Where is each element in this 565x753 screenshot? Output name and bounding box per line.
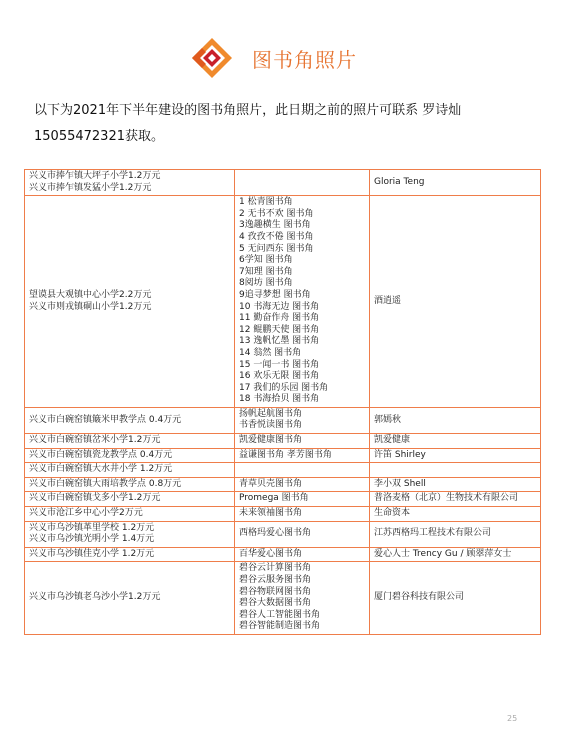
school-cell [25,492,235,507]
table-row [25,196,541,408]
book-corner-name: 碧谷大数据图书角 [239,598,312,609]
table-row [25,521,541,547]
donor-cell [370,507,541,522]
book-corner-name: 3逸趣横生 图书角 [239,220,311,231]
book-corner-name: 2 无书不欢 图书角 [239,208,314,219]
table-row [25,434,541,449]
book-corner-name: 6学知 图书角 [239,255,293,266]
school-name: 兴义市则戎镇硐山小学1.2万元 [29,301,152,312]
school-cell [25,547,235,562]
diamond-logo-icon [190,36,234,80]
donor-name: Gloria Teng [374,176,425,187]
page-number: 25 [507,714,518,723]
book-corner-name: 13 逸帆忆墨 图书角 [239,336,320,347]
table-body [25,170,541,635]
book-corner-name: 14 翁然 图书角 [239,347,302,358]
book-corner-name: 18 书海拾贝 图书角 [239,394,320,405]
book-corner-cell [235,407,370,433]
donor-name: 爱心人士 Trency Gu / 顾翠萍女士 [374,548,512,559]
school-cell [25,407,235,433]
book-corner-name: 12 鲲鹏天使 图书角 [239,324,320,335]
intro-paragraph: 以下为2021年下半年建设的图书角照片，此日期之前的照片可联系 罗诗灿 15055472321获取。 [34,103,462,144]
book-corner-cell [235,170,370,196]
book-corner-cell [235,434,370,449]
book-corner-cell [235,477,370,492]
school-name: 兴义市白碗窑镇瓷龙教学点 0.4万元 [29,449,173,460]
book-corner-name: 7知理 图书角 [239,266,293,277]
school-cell [25,434,235,449]
school-name: 兴义市白碗窑镇岔米小学1.2万元 [29,435,161,446]
book-corner-name: 8阅坊 图书角 [239,278,293,289]
donor-name: 生命资本 [374,508,411,519]
book-corner-name: 碧谷人工智能图书角 [239,609,321,620]
school-cell [25,562,235,635]
school-name: 望谟县大观镇中心小学2.2万元 [29,289,152,300]
book-corner-name: 4 孜孜不倦 图书角 [239,231,314,242]
donor-cell [370,463,541,478]
school-name: 兴义市乌沙镇革里学校 1.2万元 [29,522,155,533]
book-corner-name: 碧谷智能制造图书角 [239,621,321,632]
book-corner-cell [235,448,370,463]
table-row [25,463,541,478]
table-row [25,492,541,507]
donor-cell [370,492,541,507]
school-name: 兴义市白碗窑镇戈多小学1.2万元 [29,493,161,504]
donor-cell [370,434,541,449]
book-corner-cell [235,196,370,408]
book-corner-cell [235,492,370,507]
table-row [25,507,541,522]
school-name: 兴义市捧乍镇发猛小学1.2万元 [29,182,152,193]
donor-name: 普洛麦格（北京）生物技术有限公司 [374,493,519,504]
book-corner-name: 17 我们的乐园 图书角 [239,382,329,393]
school-cell [25,463,235,478]
donor-cell [370,407,541,433]
book-corner-name: Promega 图书角 [239,493,309,504]
book-corner-name: 扬帆起航图书角 [239,408,303,419]
school-name: 兴义市白碗窑镇大水井小学 1.2万元 [29,464,173,475]
donor-cell [370,562,541,635]
school-name: 兴义市捧乍镇大坪子小学1.2万元 [29,171,161,181]
donor-cell [370,448,541,463]
school-name: 兴义市白碗窑镇大雨培教学点 0.8万元 [29,478,182,489]
table-row [25,448,541,463]
book-corner-name: 16 欢乐无限 图书角 [239,371,320,382]
school-cell [25,521,235,547]
table-row [25,407,541,433]
book-corner-cell [235,463,370,478]
book-corner-name: 碧谷云服务图书角 [239,575,312,585]
school-cell [25,196,235,408]
book-corner-name: 碧谷物联网图书角 [239,586,312,597]
book-corner-name: 未来领袖图书角 [239,508,303,519]
book-corner-cell [235,507,370,522]
school-cell [25,448,235,463]
donor-cell [370,196,541,408]
school-name: 兴义市沧江乡中心小学2万元 [29,508,143,519]
book-corner-name: 百华爱心图书角 [239,548,303,559]
book-corner-name: 15 一闻一书 图书角 [239,359,320,370]
donor-name: 江苏西格玛工程技术有限公司 [374,528,492,539]
book-corner-name: 益谦图书角 孝芳图书角 [239,449,332,460]
school-cell [25,477,235,492]
page-header [0,36,565,80]
donor-cell [370,521,541,547]
book-corner-name: 碧谷云计算图书角 [239,563,312,574]
school-name: 兴义市白碗窑镇簸米甲教学点 0.4万元 [29,414,182,425]
table-row [25,477,541,492]
table-row [25,170,541,196]
book-corner-name: 青草贝壳图书角 [239,478,303,489]
donor-name: 酒逍遥 [374,295,402,306]
table-row [25,562,541,635]
donor-name: 郭嫣秋 [374,414,402,425]
donor-name: 李小双 Shell [374,478,426,489]
donor-cell [370,477,541,492]
book-corner-cell [235,562,370,635]
donor-name: 许笛 Shirley [374,449,426,460]
donor-name: 厦门碧谷科技有限公司 [374,592,465,603]
book-corner-name: 10 书海无边 图书角 [239,301,320,312]
book-corner-name: 1 松青图书角 [239,197,293,208]
book-corner-name: 书香悦读图书角 [239,420,303,431]
school-name: 兴义市乌沙镇佳克小学 1.2万元 [29,548,155,559]
donor-cell [370,170,541,196]
book-corner-cell [235,547,370,562]
book-corner-name: 9追寻梦想 图书角 [239,289,311,300]
school-cell [25,170,235,196]
page-title: 图书角照片 [252,48,357,72]
donor-cell [370,547,541,562]
school-name: 兴义市乌沙镇光明小学 1.4万元 [29,534,155,545]
book-corner-name: 西格玛爱心图书角 [239,528,312,539]
donor-name: 凯爱健康 [374,435,411,446]
school-name: 兴义市乌沙镇老乌沙小学1.2万元 [29,592,161,603]
book-corner-table [24,169,541,635]
book-corner-cell [235,521,370,547]
book-corner-name: 凯爱健康图书角 [239,435,303,446]
book-corner-name: 5 无问西东 图书角 [239,243,314,254]
table-row [25,547,541,562]
book-corner-name: 11 勤奋作舟 图书角 [239,313,320,324]
school-cell [25,507,235,522]
